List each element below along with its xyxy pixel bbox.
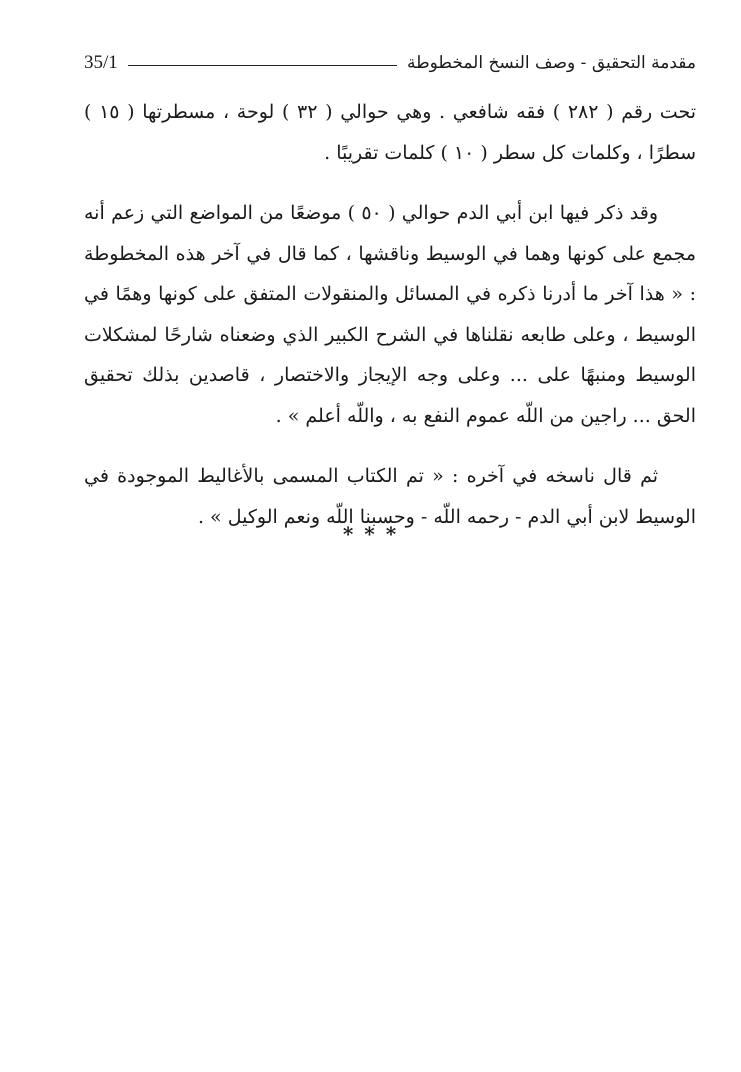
paragraph-gap (84, 436, 696, 456)
running-header (84, 48, 696, 78)
header-title: مقدمة التحقيق - وصف النسخ المخطوطة (406, 53, 696, 73)
paragraph-1: تحت رقم ( ٢٨٢ ) فقه شافعي . وهي حوالي ( ٣٢ ) لوحة ، مسطرتها ( ١٥ ) سطرًا ، وكلمات كل سطر ( ١٠ ) كلمات تقريبًا . (84, 101, 696, 164)
paragraph-gap (84, 173, 696, 193)
paragraph-3: ثم قال ناسخه في آخره : « تم الكتاب المسمى بالأغاليط الموجودة في الوسيط لابن أبي الدم - رحمه اللّه - وحسبنا اللّه ونعم الوكيل » . (84, 465, 696, 528)
page-number: 35/1 (84, 52, 118, 73)
header-rule (128, 65, 397, 66)
body-text (84, 92, 696, 537)
paragraph-2: وقد ذكر فيها ابن أبي الدم حوالي ( ٥٠ ) موضعًا من المواضع التي زعم أنه مجمع على كونها وهما في الوسيط وناقشها ، كما قال في آخر هذه المخطوطة : « هذا آخر ما أدرنا ذكره في المسائل والمنقولات المتفق على كونها وهمًا في الوسيط ، وعلى طابعه نقلناها في الشرح الكبير الذي وضعناه شارحًا لمشكلات الوسيط ومنبهًا على ... وعلى وجه الإيجاز والاختصار ، قاصدين بذلك تحقيق الحق ... راجين من اللّه عموم النفع به ، واللّه أعلم » . (84, 202, 696, 427)
section-separator: * * * (342, 522, 399, 546)
